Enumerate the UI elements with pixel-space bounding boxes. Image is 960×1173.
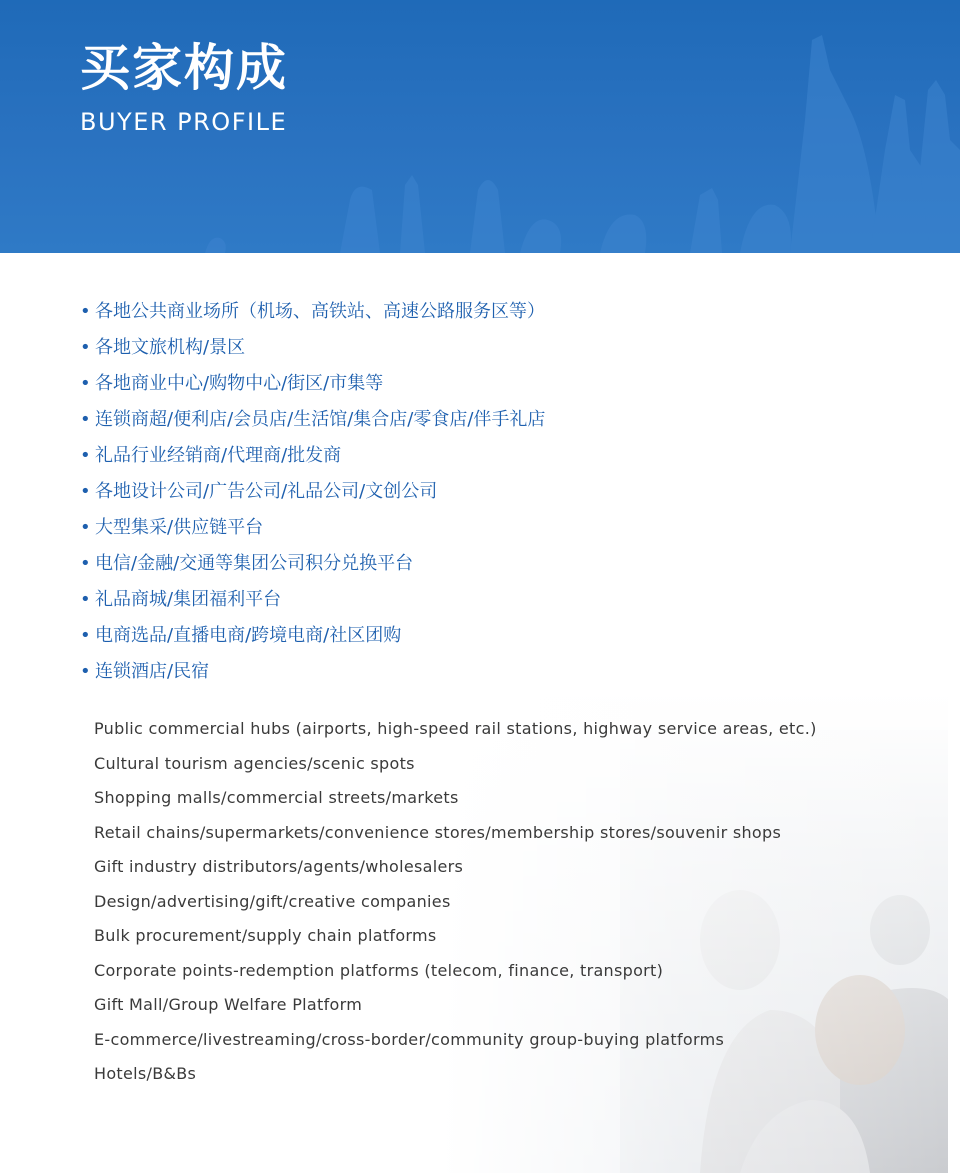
buyer-list-cn: [80, 294, 545, 690]
list-item-cn: [80, 510, 545, 546]
bullet-icon: •: [80, 625, 91, 646]
list-item-cn: [80, 618, 545, 654]
list-item-en: Shopping malls/commercial streets/markets: [94, 788, 459, 807]
header-banner: [0, 0, 960, 253]
list-item-cn: [80, 546, 545, 582]
list-item-en: Corporate points-redemption platforms (telecom, finance, transport): [94, 960, 664, 980]
list-item-text: 电商选品/直播电商/跨境电商/社区团购: [95, 625, 402, 646]
bullet-icon: •: [80, 301, 91, 322]
list-item-en: E-commerce/livestreaming/cross-border/community group-buying platforms: [94, 1029, 725, 1049]
list-item-text: 各地公共商业场所（机场、高铁站、高速公路服务区等）: [95, 301, 545, 322]
buyer-list-en: [94, 712, 817, 1092]
list-item-cn: [80, 474, 545, 510]
list-item-text: 电信/金融/交通等集团公司积分兑换平台: [95, 553, 414, 574]
list-item-text: 礼品商城/集团福利平台: [95, 589, 282, 610]
list-item-cn: [80, 366, 545, 402]
list-item-en: Bulk procurement/supply chain platforms: [94, 926, 437, 945]
bullet-icon: •: [80, 661, 91, 682]
list-item-text: 各地设计公司/广告公司/礼品公司/文创公司: [95, 481, 438, 502]
list-item-cn: [80, 438, 545, 474]
list-item-text: 大型集采/供应链平台: [95, 517, 264, 538]
bullet-icon: •: [80, 409, 91, 430]
list-item-text: 各地文旅机构/景区: [95, 337, 246, 358]
page-subtitle: BUYER PROFILE: [80, 108, 288, 136]
list-item-cn: [80, 330, 545, 366]
list-item-cn: [80, 654, 545, 690]
list-item-en: Gift Mall/Group Welfare Platform: [94, 995, 363, 1014]
list-item-cn: [80, 402, 545, 438]
bullet-icon: •: [80, 445, 91, 466]
list-item-en: Cultural tourism agencies/scenic spots: [94, 753, 415, 773]
bullet-icon: •: [80, 517, 91, 538]
list-item-en: Retail chains/supermarkets/convenience stores/membership stores/souvenir shops: [94, 822, 782, 842]
bullet-icon: •: [80, 337, 91, 358]
list-item-en: Public commercial hubs (airports, high-speed rail stations, highway service areas, etc.): [94, 719, 817, 738]
page-title: 买家构成: [80, 39, 288, 97]
list-item-cn: [80, 582, 545, 618]
bullet-icon: •: [80, 373, 91, 394]
list-item-en: Hotels/B&Bs: [94, 1064, 197, 1083]
bullet-icon: •: [80, 589, 91, 610]
bullet-icon: •: [80, 553, 91, 574]
bullet-icon: •: [80, 481, 91, 502]
list-item-text: 连锁酒店/民宿: [95, 661, 210, 682]
list-item-text: 礼品行业经销商/代理商/批发商: [95, 445, 342, 466]
list-item-cn: [80, 294, 545, 330]
list-item-text: 各地商业中心/购物中心/街区/市集等: [95, 373, 384, 394]
list-item-text: 连锁商超/便利店/会员店/生活馆/集合店/零食店/伴手礼店: [95, 409, 546, 430]
list-item-en: Design/advertising/gift/creative companies: [94, 891, 451, 911]
list-item-en: Gift industry distributors/agents/wholesalers: [94, 857, 464, 876]
